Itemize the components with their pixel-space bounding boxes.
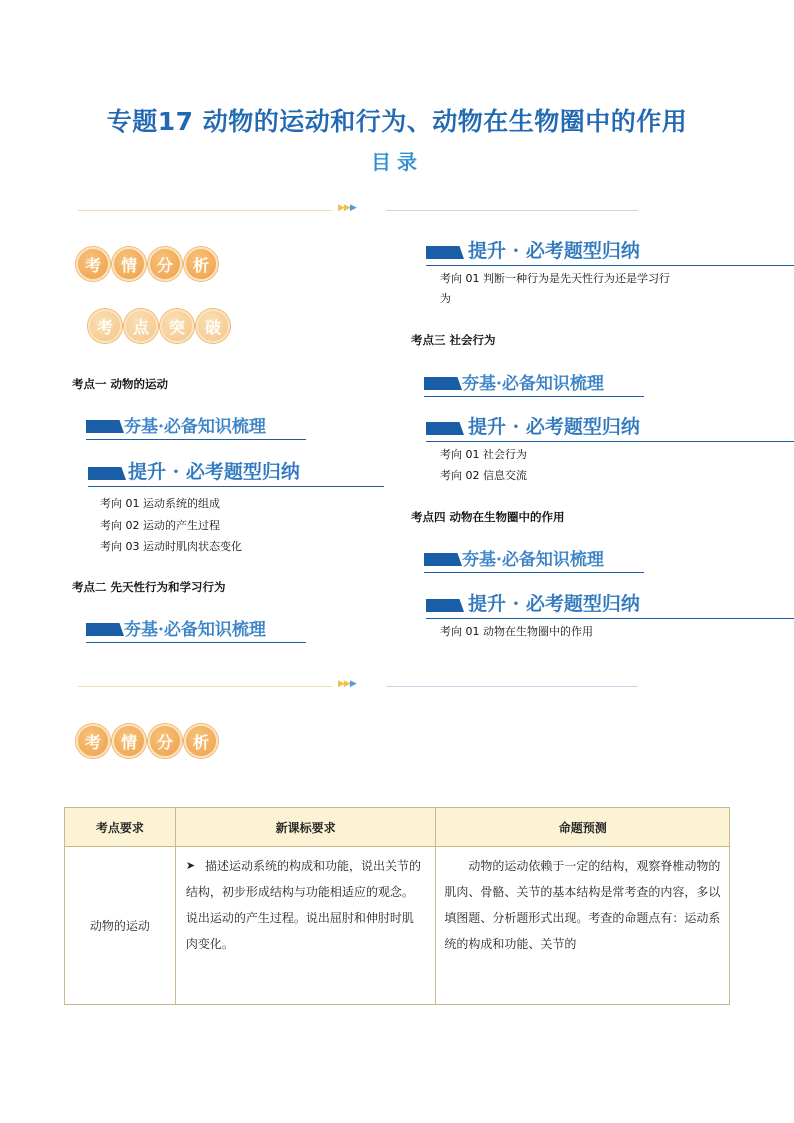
section-bar-basic[interactable]	[424, 369, 644, 397]
badge-char: 析	[184, 724, 218, 758]
bar-underline	[88, 486, 384, 487]
table-header-row	[65, 808, 730, 847]
divider-right	[386, 686, 638, 687]
kaoxiang-item-link[interactable]: 考向 02 运动的产生过程	[100, 519, 220, 532]
bar-underline	[426, 618, 794, 619]
table-header: 新课标要求	[175, 808, 436, 847]
kaoxiang-item-link-cont[interactable]: 为	[440, 292, 451, 305]
badge-char: 情	[112, 247, 146, 281]
divider-left	[78, 210, 332, 211]
bar-marker	[86, 623, 124, 636]
divider-arrows-icon: ▶▶▶	[338, 679, 356, 689]
bar-label: 夯基·必备知识梳理	[462, 374, 604, 394]
badge-char: 考	[76, 724, 110, 758]
badge-char: 破	[196, 309, 230, 343]
badge-analysis	[76, 724, 218, 758]
kaodian-3-link[interactable]: 考点三 社会行为	[411, 333, 496, 347]
bar-underline	[426, 441, 794, 442]
bar-marker	[88, 467, 126, 480]
section-bar-advance[interactable]	[426, 414, 794, 442]
kaoxiang-item-link[interactable]: 考向 01 运动系统的组成	[100, 497, 220, 510]
badge-char: 考	[76, 247, 110, 281]
kaoxiang-item-link[interactable]: 考向 01 动物在生物圈中的作用	[440, 625, 593, 638]
badge-char: 情	[112, 724, 146, 758]
badge-char: 点	[124, 309, 158, 343]
bar-marker	[86, 420, 124, 433]
bar-label: 夯基·必备知识梳理	[462, 550, 604, 570]
badge-analysis	[76, 247, 218, 281]
section-bar-basic[interactable]	[86, 615, 306, 643]
section-bar-advance[interactable]	[88, 459, 384, 487]
bar-underline	[86, 642, 306, 643]
section-bar-advance[interactable]	[426, 238, 794, 266]
table-row	[65, 847, 730, 1005]
kaoxiang-item-link[interactable]: 考向 01 社会行为	[440, 448, 527, 461]
bar-marker	[424, 377, 462, 390]
bar-underline	[86, 439, 306, 440]
divider-arrows-icon: ▶▶▶	[338, 203, 356, 213]
document-title: 专题17 动物的运动和行为、动物在生物圈中的作用	[106, 107, 688, 136]
bar-marker	[426, 599, 464, 612]
badge-char: 析	[184, 247, 218, 281]
toc-heading: 目录	[371, 150, 423, 174]
section-bar-basic[interactable]	[424, 545, 644, 573]
divider-right	[386, 210, 638, 211]
kaodian-2-link[interactable]: 考点二 先天性行为和学习行为	[72, 580, 226, 594]
bar-label: 提升 · 必考题型归纳	[468, 240, 640, 262]
table-cell-requirement	[175, 847, 436, 1005]
section-bar-basic[interactable]	[86, 412, 306, 440]
bar-marker	[426, 422, 464, 435]
divider-left	[78, 686, 332, 687]
badge-char: 突	[160, 309, 194, 343]
bar-label: 夯基·必备知识梳理	[124, 620, 266, 640]
table-header: 考点要求	[65, 808, 176, 847]
badge-char: 分	[148, 724, 182, 758]
badge-char: 分	[148, 247, 182, 281]
requirements-table	[64, 807, 730, 1005]
kaodian-4-link[interactable]: 考点四 动物在生物圈中的作用	[411, 510, 565, 524]
table-header: 命题预测	[436, 808, 730, 847]
bar-marker	[426, 246, 464, 259]
badge-char: 考	[88, 309, 122, 343]
kaodian-1-link[interactable]: 考点一 动物的运动	[72, 377, 169, 391]
kaoxiang-item-link[interactable]: 考向 03 运动时肌肉状态变化	[100, 540, 242, 553]
kaoxiang-item-link[interactable]: 考向 01 判断一种行为是先天性行为还是学习行	[440, 272, 670, 285]
kaoxiang-item-link[interactable]: 考向 02 信息交流	[440, 469, 527, 482]
bar-label: 提升 · 必考题型归纳	[128, 461, 300, 483]
section-bar-advance[interactable]	[426, 591, 794, 619]
bar-underline	[424, 572, 644, 573]
table-cell-prediction: 动物的运动依赖于一定的结构，观察脊椎动物的肌肉、骨骼、关节的基本结构是常考查的内容，多以填图题、分析题形式出现。考查的命题点有：运动系统的构成和功能、关节的	[436, 847, 730, 1005]
arrow-bullet-icon: ➤	[185, 859, 196, 872]
requirement-text: 描述运动系统的构成和功能，说出关节的结构，初步形成结构与功能相适应的观念。说出运动的产生过程。说出屈肘和伸肘时肌肉变化。	[185, 859, 422, 951]
bar-label: 提升 · 必考题型归纳	[468, 593, 640, 615]
bar-underline	[426, 265, 794, 266]
bar-underline	[424, 396, 644, 397]
table-cell-topic: 动物的运动	[65, 847, 176, 1005]
bar-marker	[424, 553, 462, 566]
badge-breakthrough	[88, 309, 230, 343]
bar-label: 夯基·必备知识梳理	[124, 417, 266, 437]
bar-label: 提升 · 必考题型归纳	[468, 416, 640, 438]
